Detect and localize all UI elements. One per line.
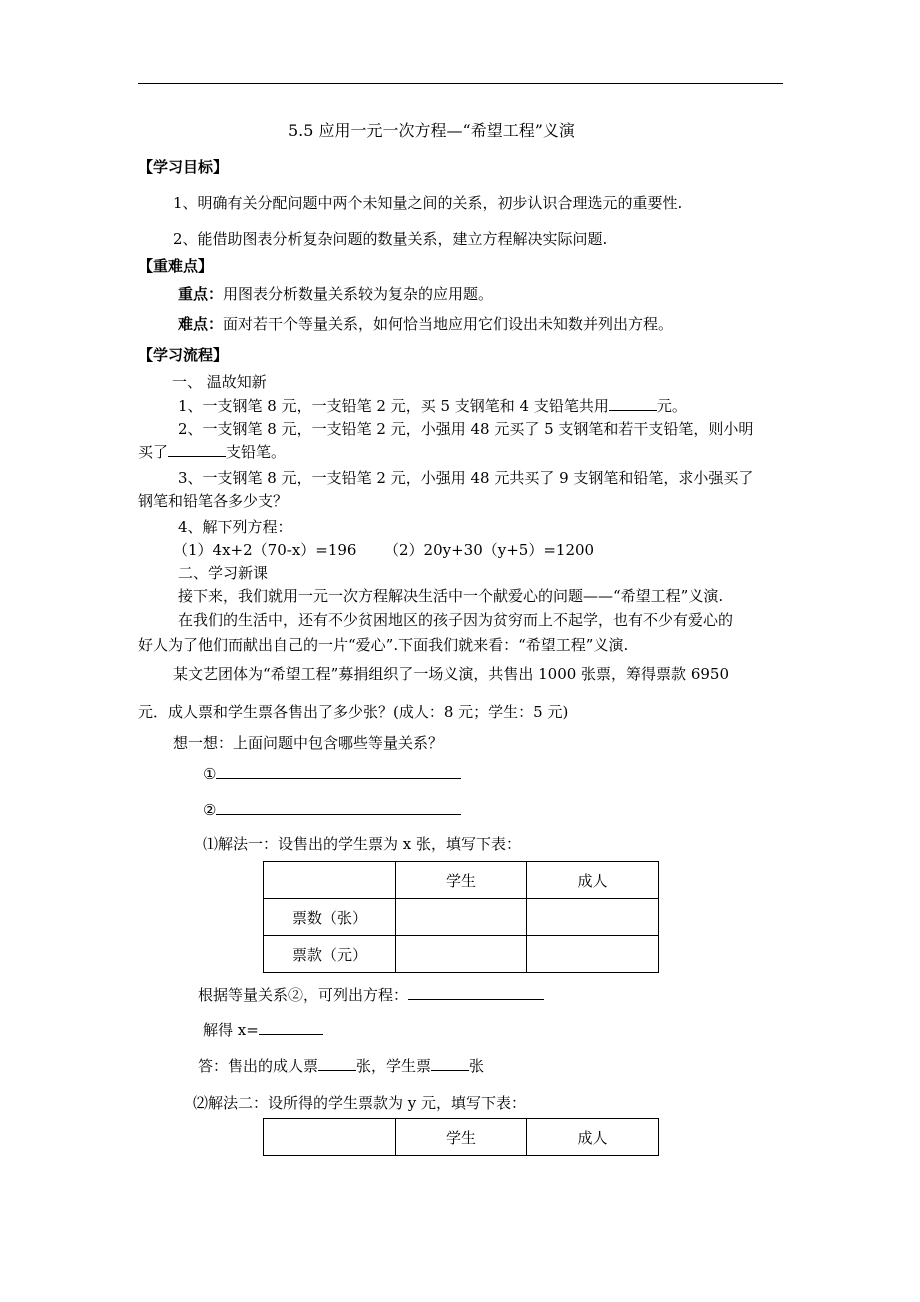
solve-label: 解得 x= [203, 1021, 259, 1039]
row-label: 票款（元） [264, 936, 396, 973]
objective-1: 1、明确有关分配问题中两个未知量之间的关系，初步认识合理选元的重要性. [173, 194, 683, 212]
equation-label: 根据等量关系②，可列出方程： [198, 986, 409, 1004]
table-cell-input[interactable] [527, 899, 659, 936]
answer-text-c: 张 [469, 1057, 485, 1075]
lesson-paragraph-2: 在我们的生活中，还有不少贫困地区的孩子因为贫穷而上不起学，也有不少有爱心的 [178, 611, 734, 629]
problem-statement-cont: 元．成人票和学生票各售出了多少张？(成人：8 元；学生：5 元) [138, 703, 569, 721]
solve-prompt [203, 1019, 323, 1040]
q2-prefix: 买了 [138, 443, 169, 461]
relation-2 [203, 799, 461, 820]
table-header-row [264, 862, 659, 899]
header-rule [138, 83, 783, 84]
table-row [264, 899, 659, 936]
q1-unit: 元。 [656, 397, 687, 415]
adult-count-blank[interactable] [318, 1055, 356, 1071]
problem-statement: 某文艺团体为“希望工程”募捐组织了一场义演，共售出 1000 张票，筹得票款 6950 [173, 665, 729, 683]
method-2-table [263, 1118, 659, 1156]
review-question-2-cont [138, 441, 286, 462]
review-heading: 一、 温故知新 [172, 373, 267, 391]
review-question-3-cont: 钢笔和铅笔各多少支？ [138, 492, 289, 510]
key-text: 用图表分析数量关系较为复杂的应用题。 [223, 285, 494, 303]
review-question-3: 3、一支钢笔 8 元，一支铅笔 2 元，小强用 48 元共买了 9 支钢笔和铅笔，求小强买了 [178, 469, 754, 487]
equation-1: （1）4x+2（70-x）=196 [173, 541, 357, 559]
method-1-table [263, 861, 659, 973]
think-prompt: 想一想：上面问题中包含哪些等量关系？ [173, 734, 444, 752]
row-label: 票数（张） [264, 899, 396, 936]
review-question-1 [178, 395, 687, 416]
lesson-paragraph-1: 接下来，我们就用一元一次方程解决生活中一个献爱心的问题——“希望工程”义演. [178, 587, 724, 605]
q2-suffix: 支铅笔。 [226, 443, 287, 461]
table-header-cell: 成人 [527, 1119, 659, 1156]
relation-2-blank[interactable] [216, 799, 461, 815]
answer-text-b: 张，学生票 [356, 1057, 432, 1075]
page-title: 5.5 应用一元一次方程—“希望工程”义演 [288, 121, 575, 140]
equation-2: （2）20y+30（y+5）=1200 [384, 541, 595, 559]
keypoints-heading: 【重难点】 [138, 257, 214, 275]
relation-1 [203, 763, 461, 784]
table-cell-input[interactable] [527, 936, 659, 973]
student-count-blank[interactable] [431, 1055, 469, 1071]
review-question-2: 2、一支钢笔 8 元，一支铅笔 2 元，小强用 48 元买了 5 支钢笔和若干支铅笔，则小明 [178, 420, 754, 438]
method-2-intro: ⑵解法二：设所得的学生票款为 y 元，填写下表： [193, 1094, 527, 1112]
table-row [264, 936, 659, 973]
relation-1-blank[interactable] [216, 763, 461, 779]
q1-text: 1、一支钢笔 8 元，一支铅笔 2 元，买 5 支钢笔和 4 支铅笔共用 [178, 397, 609, 415]
equation-prompt [198, 984, 544, 1005]
circle-2: ② [203, 801, 217, 819]
solve-blank[interactable] [259, 1019, 323, 1035]
circle-1: ① [203, 765, 217, 783]
equation-blank[interactable] [408, 984, 544, 1000]
difficult-text: 面对若干个等量关系，如何恰当地应用它们设出未知数并列出方程。 [223, 315, 674, 333]
table-header-row [264, 1119, 659, 1156]
table-header-cell: 学生 [396, 1119, 527, 1156]
difficult-label: 难点： [178, 315, 224, 333]
objective-2: 2、能借助图表分析复杂问题的数量关系，建立方程解决实际问题. [173, 230, 608, 248]
process-heading: 【学习流程】 [138, 346, 229, 364]
lesson-paragraph-2-cont: 好人为了他们而献出自己的一片“爱心”.下面我们就来看：“希望工程”义演. [138, 636, 629, 654]
review-question-4: 4、解下列方程： [178, 518, 293, 536]
q2-answer-blank[interactable] [168, 441, 226, 457]
answer-line [198, 1055, 484, 1076]
table-header-cell: 学生 [396, 862, 527, 899]
table-cell-input[interactable] [396, 899, 527, 936]
table-cell-input[interactable] [396, 936, 527, 973]
table-header-cell [264, 1119, 396, 1156]
table-header-cell: 成人 [527, 862, 659, 899]
table-header-cell [264, 862, 396, 899]
key-point [178, 284, 493, 304]
q1-answer-blank[interactable] [609, 395, 657, 411]
objectives-heading: 【学习目标】 [138, 158, 229, 176]
new-lesson-heading: 二、学习新课 [178, 564, 269, 582]
difficult-point [178, 314, 673, 334]
key-label: 重点： [178, 285, 224, 303]
method-1-intro: ⑴解法一：设售出的学生票为 x 张，填写下表： [203, 835, 521, 853]
answer-text-a: 答：售出的成人票 [198, 1057, 319, 1075]
